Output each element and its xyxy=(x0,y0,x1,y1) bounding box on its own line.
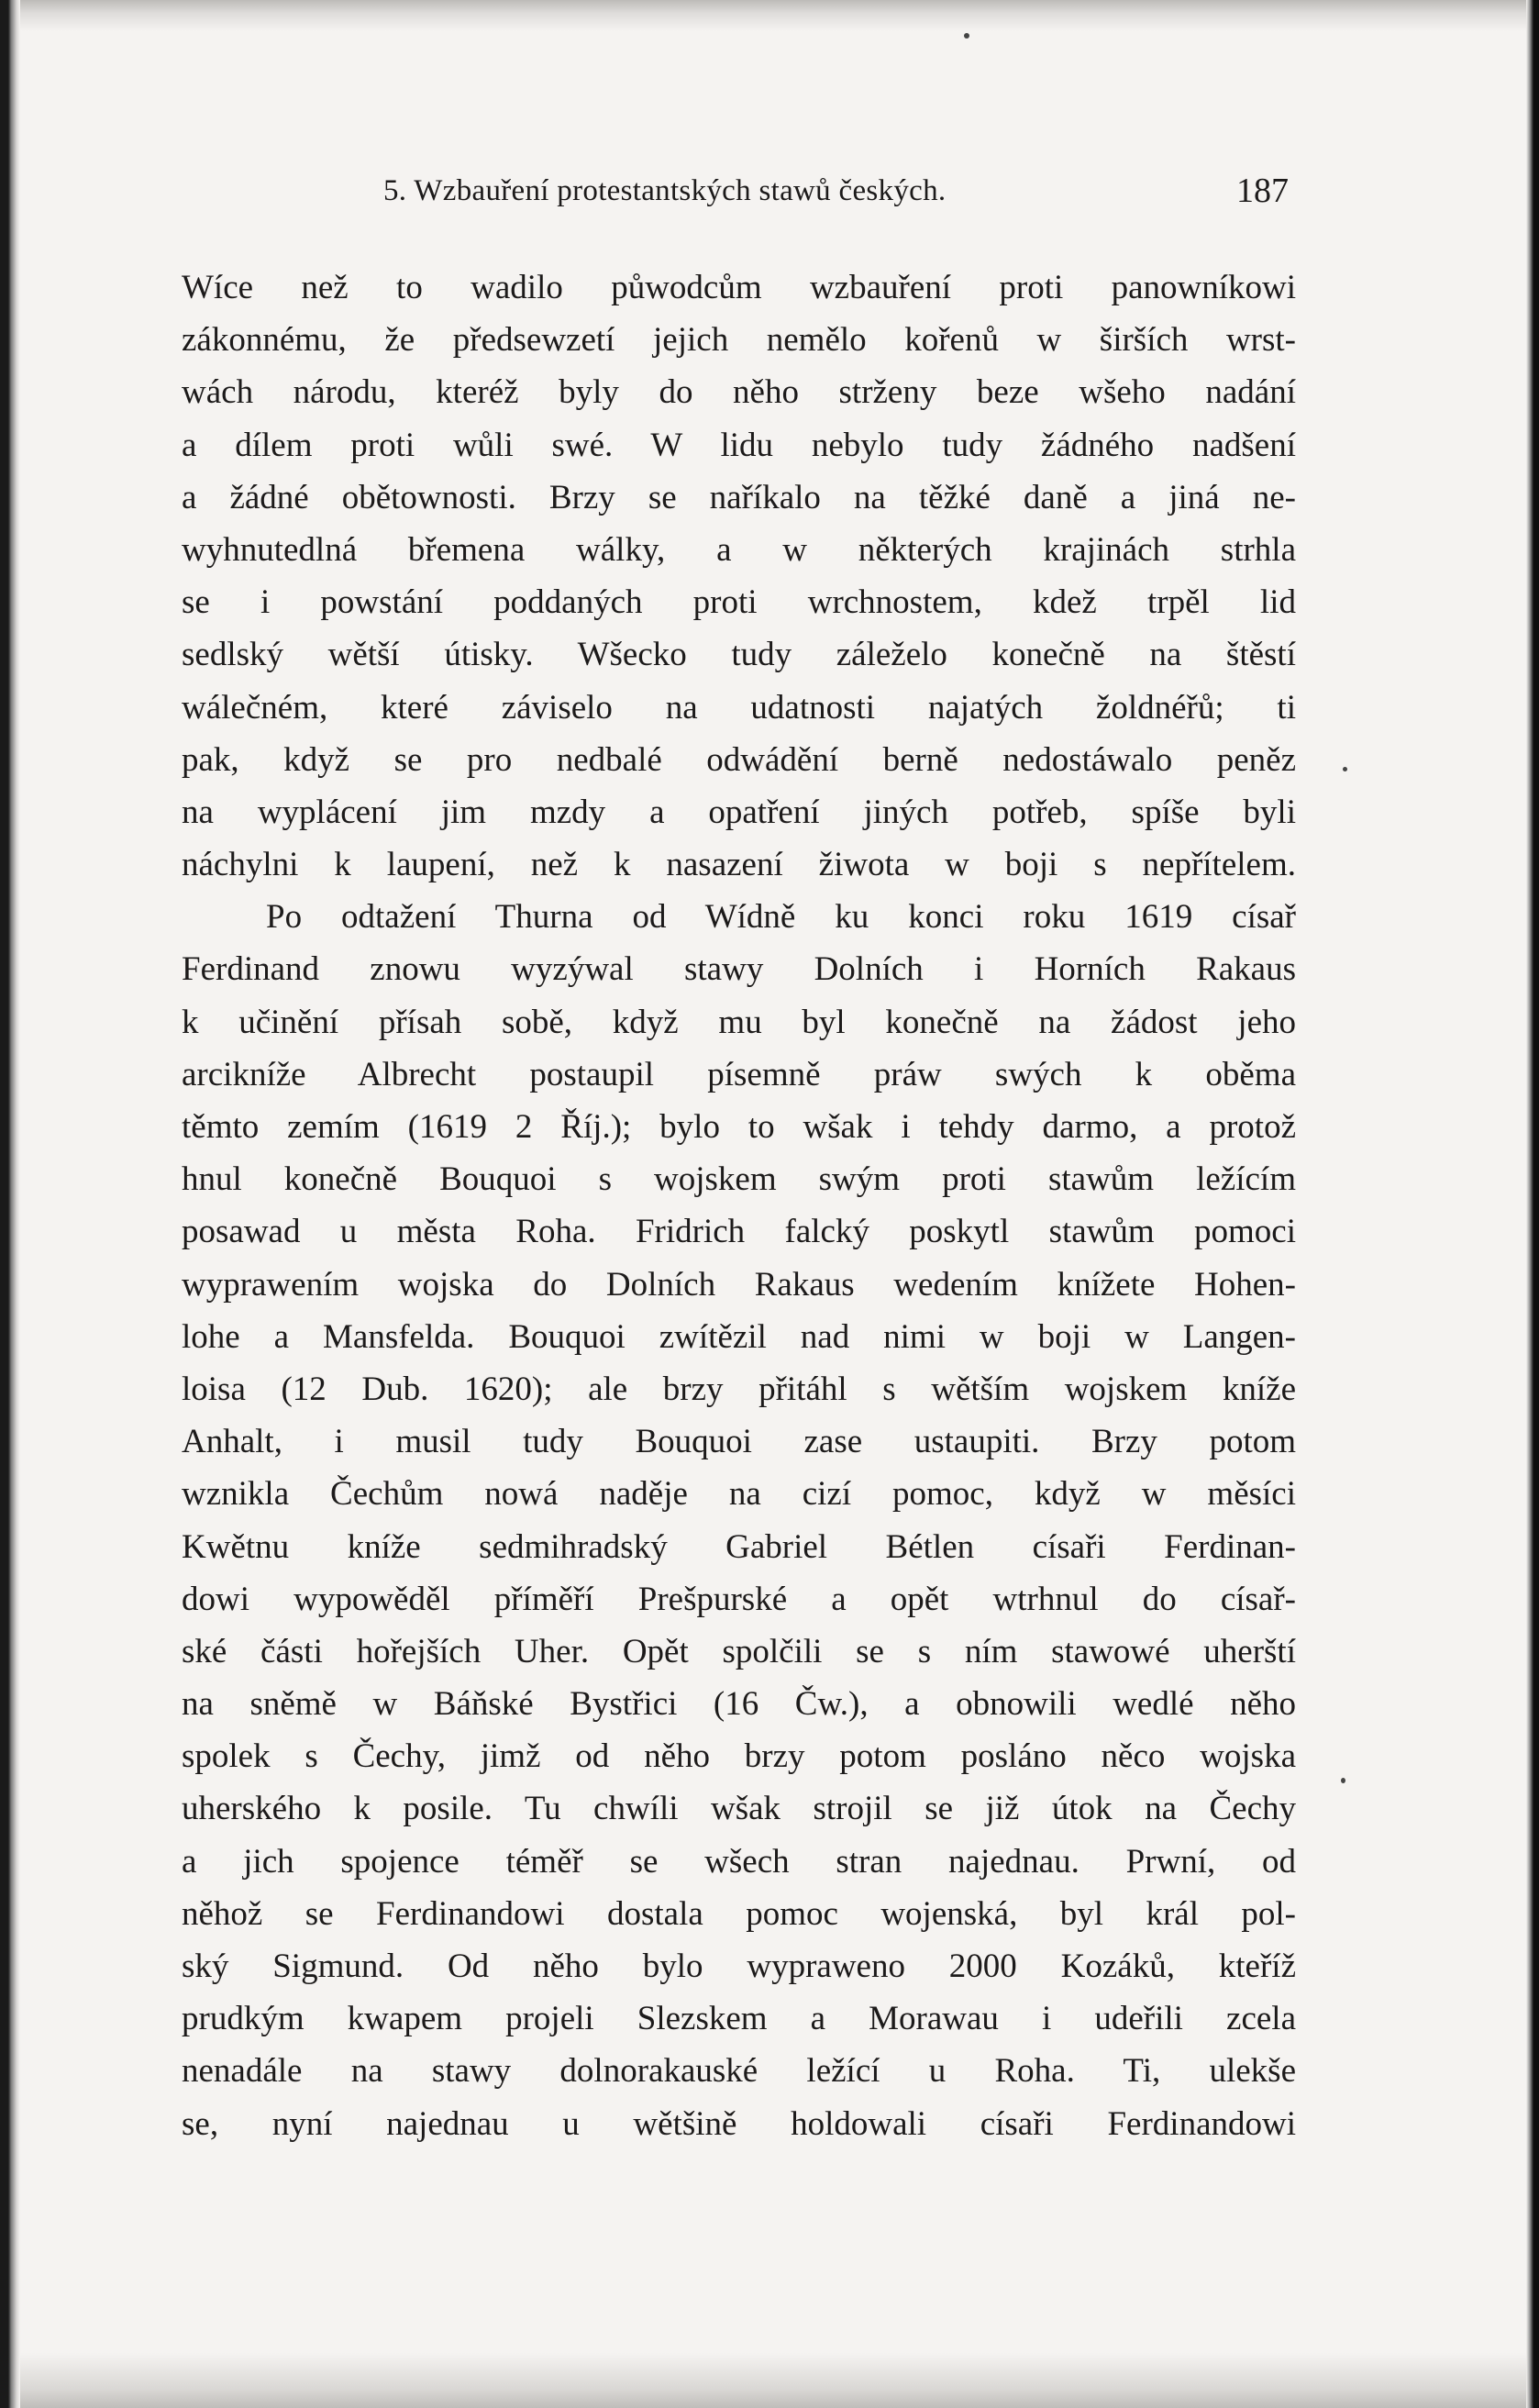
text-line: pak, když se pro nedbalé odwádění berně nedostáwalo peněz xyxy=(182,740,1296,779)
text-line: k učinění přísah sobě, když mu byl konečně na žádost jeho xyxy=(182,1003,1296,1041)
text-line: něhož se Ferdinandowi dostala pomoc wojenská, byl král pol- xyxy=(182,1894,1296,1933)
text-line: dowi wypowěděl příměří Prešpurské a opět wtrhnul do císař- xyxy=(182,1580,1296,1618)
page-header xyxy=(183,171,1289,216)
text-line: těmto zemím (1619 2 Říj.); bylo to wšak i tehdy darmo, a protož xyxy=(182,1108,1296,1146)
text-line: Wíce než to wadilo půwodcům wzbauření proti panowníkowi xyxy=(182,269,1296,306)
text-line: náchylni k laupení, než k nasazení žiwota w boji s nepřítelem. xyxy=(182,846,1296,884)
text-line: posawad u města Roha. Fridrich falcký poskytl stawům pomoci xyxy=(182,1213,1296,1251)
scan-speck xyxy=(1341,1778,1345,1783)
text-line: wách národu, kteréž byly do něho strženy beze wšeho nadání xyxy=(182,373,1296,412)
text-line: spolek s Čechy, jimž od něho brzy potom posláno něco wojska xyxy=(182,1737,1296,1776)
text-line: se i powstání poddaných proti wrchnostem, kdež trpěl lid xyxy=(182,583,1296,622)
body-text xyxy=(182,261,1296,2150)
page-top-shadow xyxy=(0,0,1539,31)
text-line: se, nyní najednau u wětšině holdowali císaři Ferdinandowi xyxy=(182,2104,1296,2143)
text-line: ský Sigmund. Od něho bylo wypraweno 2000 Kozáků, kteříž xyxy=(182,1947,1296,1985)
text-line: zákonnému, že předsewzetí jejich nemělo kořenů w širších wrst- xyxy=(182,321,1296,360)
text-line: ské části hořejších Uher. Opět spolčili se s ním stawowé uherští xyxy=(182,1632,1296,1670)
text-line: nenadále na stawy dolnorakauské ležící u Roha. Ti, ulekše xyxy=(182,2052,1296,2091)
text-line: na wyplácení jim mzdy a opatření jiných potřeb, spíše byli xyxy=(182,793,1296,831)
page-number: 187 xyxy=(1236,172,1289,210)
text-line: a žádné obětownosti. Brzy se naříkalo na těžké daně a jiná ne- xyxy=(182,478,1296,516)
scan-speck xyxy=(964,33,969,39)
running-title: 5. Wzbauření protestantských stawů českých. xyxy=(383,174,947,207)
text-line: wálečném, které záviselo na udatnosti najatých žoldnéřů; ti xyxy=(182,688,1296,727)
text-line: loisa (12 Dub. 1620); ale brzy přitáhl s wětším wojskem kníže xyxy=(182,1370,1296,1408)
text-line: wznikla Čechům nowá naděje na cizí pomoc, když w měsíci xyxy=(182,1475,1296,1514)
text-line: a jich spojence téměř se wšech stran najednau. Prwní, od xyxy=(182,1842,1296,1881)
text-line: a dílem proti wůli swé. W lidu nebylo tudy žádného nadšení xyxy=(182,426,1296,464)
text-line: Anhalt, i musil tudy Bouquoi zase ustaupiti. Brzy potom xyxy=(182,1423,1296,1461)
text-line: lohe a Mansfelda. Bouquoi zwítězil nad nimi w boji w Langen- xyxy=(182,1317,1296,1356)
page-left-edge xyxy=(0,0,20,2408)
text-line: na sněmě w Báňské Bystřici (16 Čw.), a obnowili wedlé něho xyxy=(182,1685,1296,1724)
text-line: arcikníže Albrecht postaupil písemně práw swých k oběma xyxy=(182,1055,1296,1093)
paragraph-start-line: Po odtažení Thurna od Wídně ku konci roku 1619 císař xyxy=(266,898,1296,937)
text-line: prudkým kwapem projeli Slezskem a Morawau i udeřili zcela xyxy=(182,2000,1296,2038)
text-line: Kwětnu kníže sedmihradský Gabriel Bétlen císaři Ferdinan- xyxy=(182,1527,1296,1566)
page-right-edge xyxy=(1526,0,1539,2408)
text-line: uherského k posile. Tu chwíli wšak strojil se již útok na Čechy xyxy=(182,1790,1296,1828)
text-line: wyhnutedlná břemena wálky, a w některých krajinách strhla xyxy=(182,530,1296,569)
text-line: wyprawením wojska do Dolních Rakaus wedením knížete Hohen- xyxy=(182,1265,1296,1304)
text-line: hnul konečně Bouquoi s wojskem swým proti stawům ležícím xyxy=(182,1160,1296,1199)
scan-speck xyxy=(1343,767,1347,771)
page-bottom-shadow xyxy=(0,2353,1539,2408)
text-line: sedlský wětší útisky. Wšecko tudy záleželo konečně na štěstí xyxy=(182,636,1296,674)
text-line: Ferdinand znowu wyzýwal stawy Dolních i Horních Rakaus xyxy=(182,950,1296,989)
